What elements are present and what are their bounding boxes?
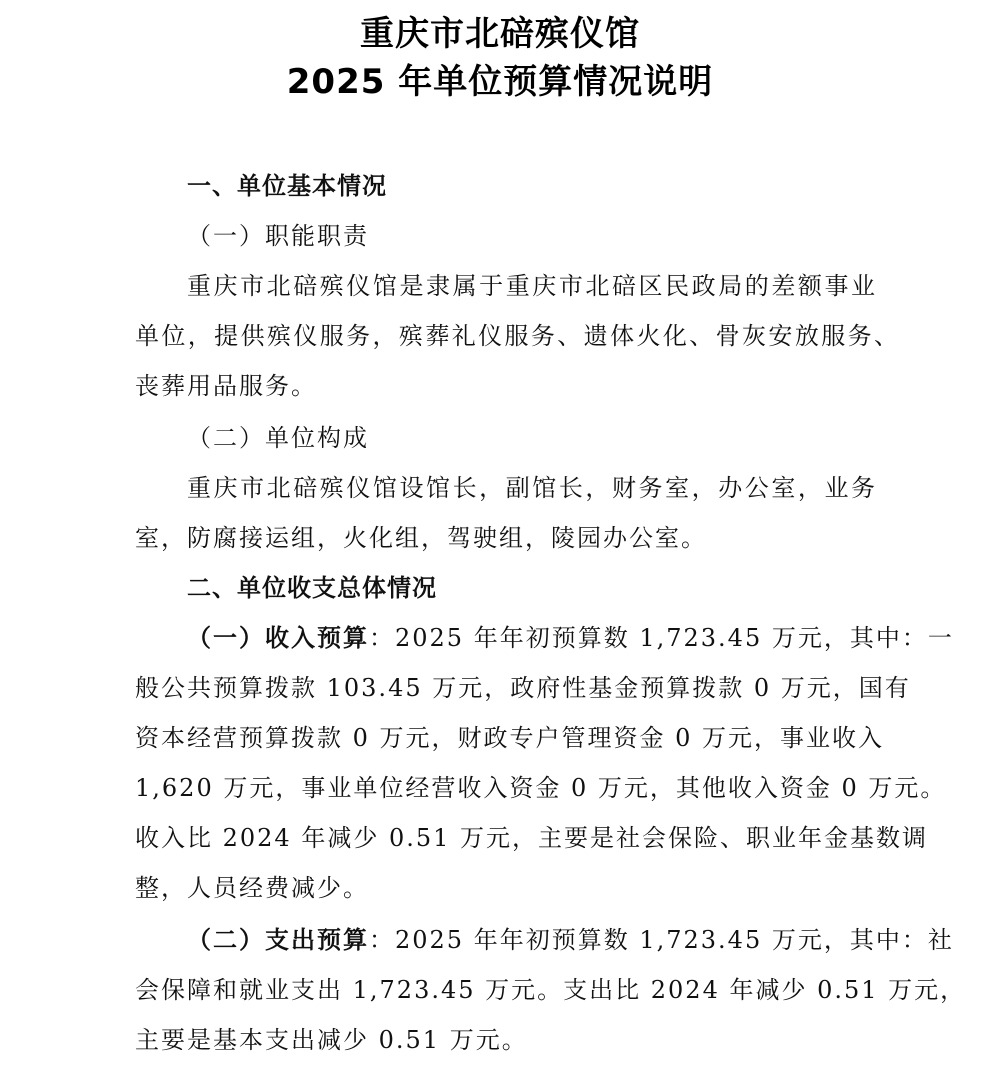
document-title-line-1: 重庆市北碚殡仪馆 — [360, 14, 640, 54]
paragraph-line: 整，人员经费减少。 — [135, 874, 369, 902]
paragraph-line: 重庆市北碚殡仪馆是隶属于重庆市北碚区民政局的差额事业 — [187, 272, 877, 300]
income-budget-label: （一）收入预算 — [187, 624, 369, 652]
paragraph-line: 会保障和就业支出 1,723.45 万元。支出比 2024 年减少 0.51 万元， — [135, 976, 967, 1004]
income-budget-first-line — [187, 623, 954, 653]
paragraph-line: 收入比 2024 年减少 0.51 万元，主要是社会保险、职业年金基数调 — [135, 824, 929, 852]
expense-budget-first-line — [187, 925, 954, 955]
expense-budget-label: （二）支出预算 — [187, 926, 369, 954]
paragraph-line: 资本经营预算拨款 0 万元，财政专户管理资金 0 万元，事业收入 — [135, 724, 885, 752]
paragraph-line: 室，防腐接运组，火化组，驾驶组，陵园办公室。 — [135, 524, 707, 552]
section-1-sub-1-heading: （一）职能职责 — [187, 222, 369, 250]
paragraph-line: 丧葬用品服务。 — [135, 372, 317, 400]
section-1-heading: 一、单位基本情况 — [187, 172, 387, 200]
paragraph-line: 1,620 万元，事业单位经营收入资金 0 万元，其他收入资金 0 万元。 — [135, 774, 947, 802]
paragraph-line: 般公共预算拨款 103.45 万元，政府性基金预算拨款 0 万元，国有 — [135, 674, 911, 702]
section-1-sub-2-heading: （二）单位构成 — [187, 424, 369, 452]
document-title-line-2: 2025 年单位预算情况说明 — [286, 62, 714, 102]
income-budget-first-text: ：2025 年年初预算数 1,723.45 万元，其中：一 — [369, 624, 954, 652]
paragraph-line: 重庆市北碚殡仪馆设馆长，副馆长，财务室，办公室，业务 — [187, 474, 877, 502]
expense-budget-first-text: ：2025 年年初预算数 1,723.45 万元，其中：社 — [369, 926, 954, 954]
paragraph-line: 单位，提供殡仪服务，殡葬礼仪服务、遗体火化、骨灰安放服务、 — [135, 322, 900, 350]
paragraph-line: 主要是基本支出减少 0.51 万元。 — [135, 1026, 528, 1054]
section-2-heading: 二、单位收支总体情况 — [187, 574, 437, 602]
